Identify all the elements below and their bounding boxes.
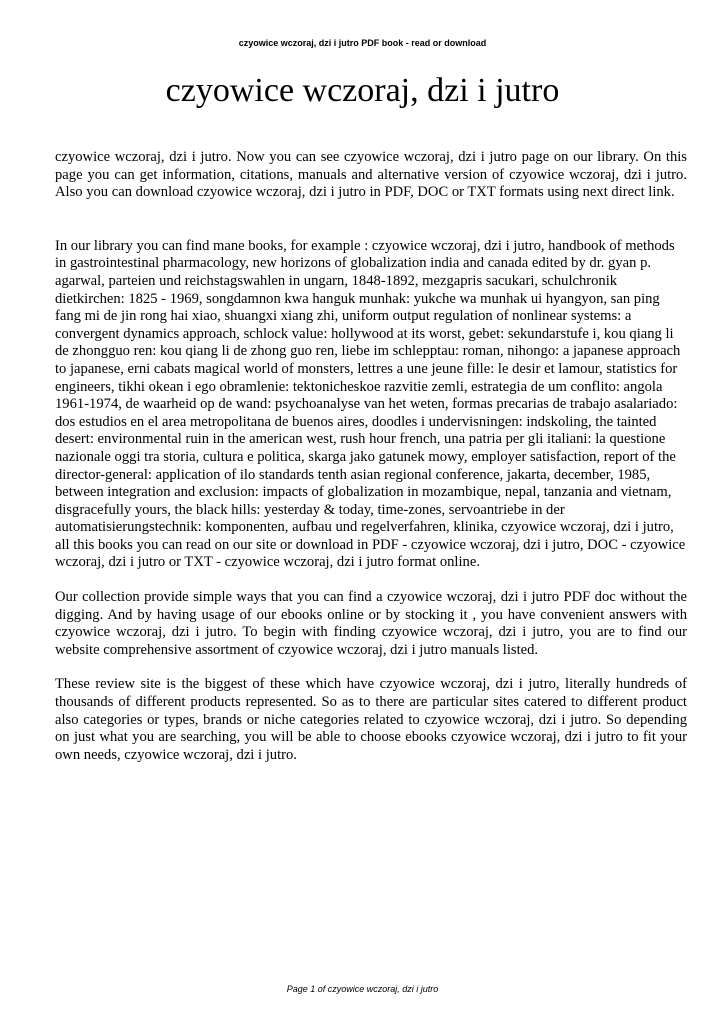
library-paragraph: In our library you can find mane books, for example : czyowice wczoraj, dzi i jutro, handbook of methods in gastrointestinal pharmacology, new horizons of globalization india and canada edited by dr. gyan p. agarwal, parteien und reichstagswahlen in ungarn, 1848-1892, mezgapris sacukari, schulchronik dietkirchen: 1825 - 1969, songdamnon kwa hanguk munhak: yukche wa munhak ui hyangyon, san ping fang mi de jin rong hai xiao, shuangxi xiang zhi, uniform output regulation of nonlinear systems: a convergent dynamics approach, schlock value: hollywood at its worst, gebet: sekundarstufe i, kou qiang li de zhongguo ren: kou qiang li de zhong guo ren, liebe im schlepptau: roman, nihongo: a japanese approach to japanese, erni cabats magical world of monsters, lettres a une jeune fille: le desir et lamour, statistics for engineers, tikhi okean i ego obramlenie: tektonicheskoe razvitie zemli, estrategia de um conflito: angola 1961-1974, de waarheid op de wand: psychoanalyse van het weten, formas precarias de trabajo asalariado: dos estudios en el area metropolitana de buenos aires, doodles i undervisningen: indskoling, the tainted desert: environmental ruin in the american west, rush hour french, una patria per gli italiani: la questione nazionale oggi tra storia, cultura e politica, skarga jako gatunek mowy, employer satisfaction, report of the director-general: application of ilo standards tenth asian regional conference, jakarta, december, 1985, between integration and exclusion: impacts of globalization in mozambique, nepal, tanzania and vietnam, disgracefully yours, the black hills: yesterday & today, time-zones, servoantriebe in der automatisierungstechnik: komponenten, aufbau und regelverfahren, klinika, czyowice wczoraj, dzi i jutro, all this books you can read on our site or download in PDF - czyowice wczoraj, dzi i jutro, DOC - czyowice wczoraj, dzi i jutro or TXT - czyowice wczoraj, dzi i jutro format online. [55, 237, 686, 571]
document-title: czyowice wczoraj, dzi i jutro [165, 72, 560, 109]
page-header: czyowice wczoraj, dzi i jutro PDF book - read or download [238, 38, 487, 48]
review-paragraph: These review site is the biggest of these which have czyowice wczoraj, dzi i jutro, literally hundreds of thousands of different products represented. So as to there are particular sites catered to different product also categories or types, brands or niche categories related to czyowice wczoraj, dzi i jutro. So depending on just what you are searching, you will be able to choose ebooks czyowice wczoraj, dzi i jutro to fit your own needs, czyowice wczoraj, dzi i jutro. [55, 676, 687, 763]
document-body [55, 149, 687, 764]
intro-paragraph: czyowice wczoraj, dzi i jutro. Now you can see czyowice wczoraj, dzi i jutro page on our library. On this page you can get information, citations, manuals and alternative version of czyowice wczoraj, dzi i jutro. Also you can download czyowice wczoraj, dzi i jutro in PDF, DOC or TXT formats using next direct link. [55, 149, 687, 201]
page-footer: Page 1 of czyowice wczoraj, dzi i jutro [286, 984, 439, 994]
collection-paragraph: Our collection provide simple ways that you can find a czyowice wczoraj, dzi i jutro PDF doc without the digging. And by having usage of our ebooks online or by stocking it , you have convenient answers with czyowice wczoraj, dzi i jutro. To begin with finding czyowice wczoraj, dzi i jutro, you are to find our website comprehensive assortment of czyowice wczoraj, dzi i jutro manuals listed. [55, 589, 687, 658]
